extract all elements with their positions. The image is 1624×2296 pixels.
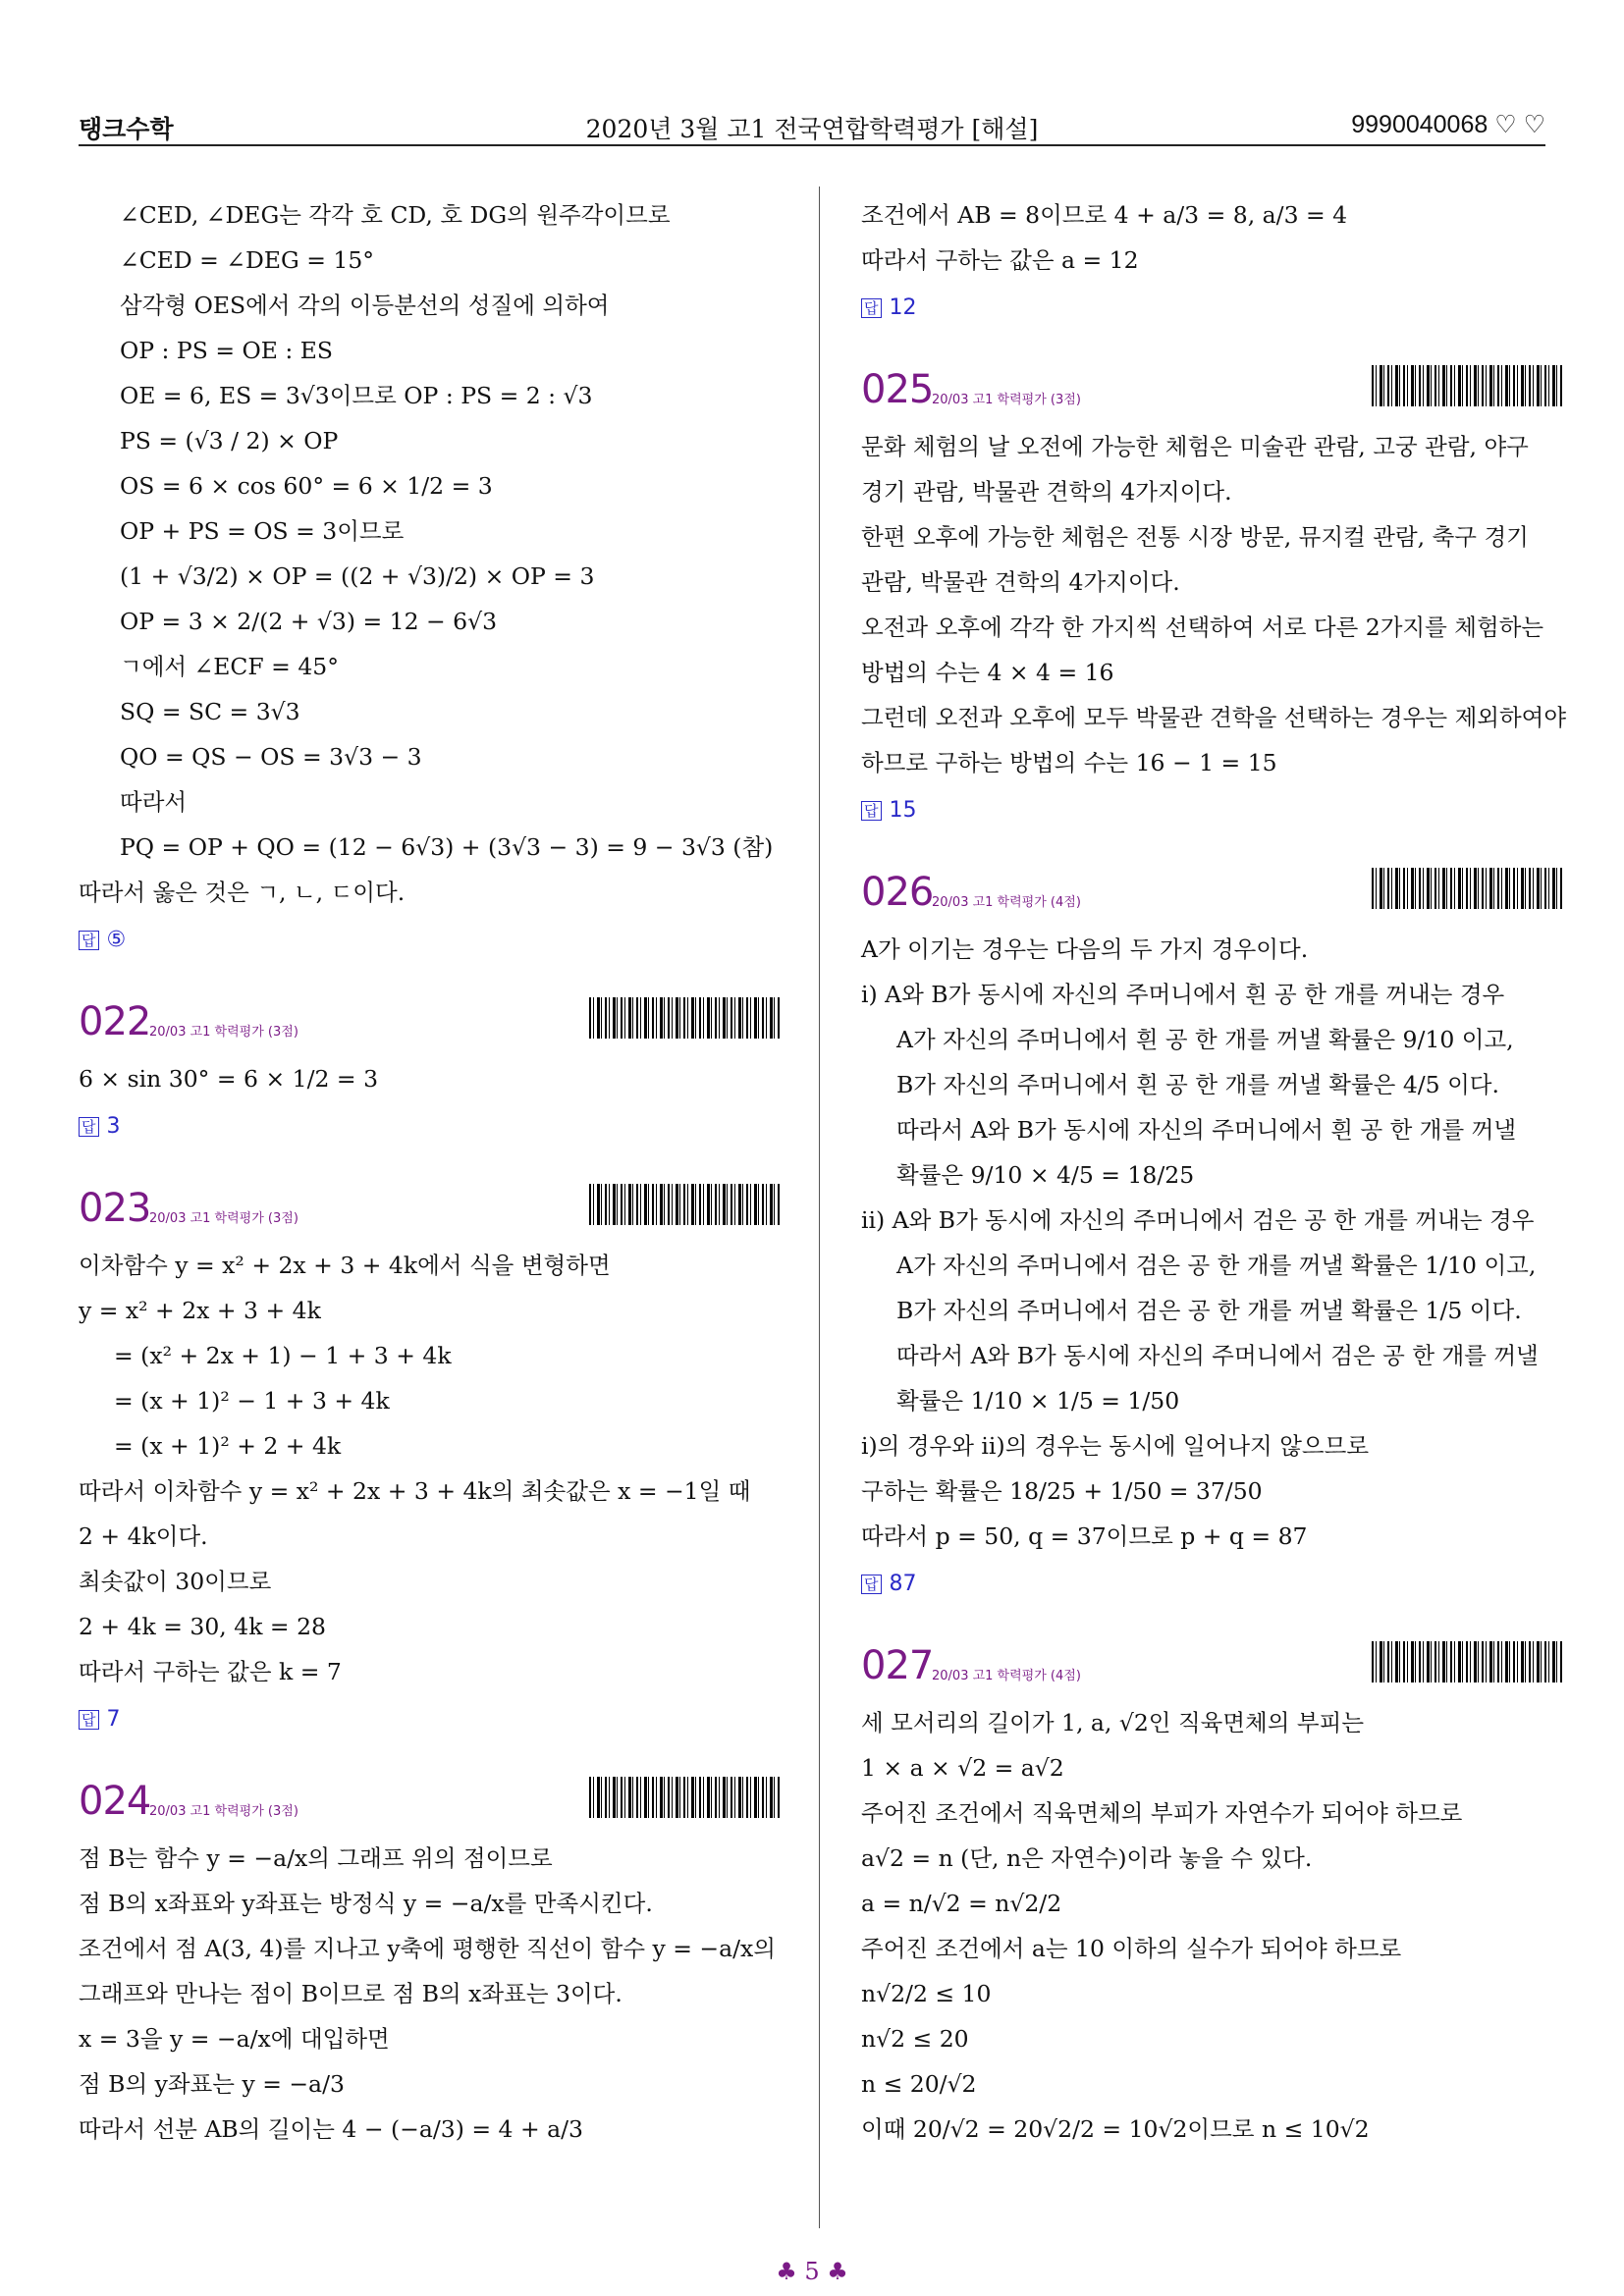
question-number: 027 xyxy=(861,1643,934,1688)
brand-name: 탱크수학 xyxy=(79,115,174,143)
page-footer xyxy=(0,2258,1624,2285)
column-divider xyxy=(819,187,820,2228)
solution-line: ∠CED, ∠DEG는 각각 호 CD, 호 DG의 원주각이므로 xyxy=(120,201,671,229)
question-header-025 xyxy=(861,355,1564,424)
barcode xyxy=(1372,868,1564,909)
solution-line: = (x² + 2x + 1) − 1 + 3 + 4k xyxy=(114,1342,452,1369)
right-column xyxy=(861,192,1567,2152)
solution-line: 따라서 A와 B가 동시에 자신의 주머니에서 검은 공 한 개를 꺼낼 xyxy=(896,1342,1539,1369)
solution-line: 그래프와 만나는 점이 B이므로 점 B의 x좌표는 3이다. xyxy=(79,1980,623,2007)
answer-line xyxy=(861,287,1564,330)
solution-line: 점 B의 x좌표와 y좌표는 방정식 y = −a/x를 만족시킨다. xyxy=(79,1890,653,1917)
question-header-024 xyxy=(79,1767,782,1836)
solution-line: n√2 ≤ 20 xyxy=(861,2025,969,2053)
solution-line: (1 + √3/2) × OP = ((2 + √3)/2) × OP = 3 xyxy=(120,562,595,590)
question-header-023 xyxy=(79,1174,782,1243)
solution-line: A가 자신의 주머니에서 흰 공 한 개를 꺼낼 확률은 9/10 이고, xyxy=(896,1026,1514,1053)
solution-line: x = 3을 y = −a/x에 대입하면 xyxy=(79,2025,390,2053)
exam-title: 2020년 3월 고1 전국연합학력평가 [해설] xyxy=(585,115,1039,143)
solution-line: 방법의 수는 4 × 4 = 16 xyxy=(861,659,1114,686)
question-header-022 xyxy=(79,988,782,1056)
solution-line: 따라서 p = 50, q = 37이므로 p + q = 87 xyxy=(861,1522,1308,1550)
solution-line: OP : PS = OE : ES xyxy=(120,337,334,364)
question-header-026 xyxy=(861,858,1564,927)
exam-code: 9990040068 ♡ ♡ xyxy=(1351,111,1545,138)
question-header-027 xyxy=(861,1631,1564,1700)
solution-line: 주어진 조건에서 직육면체의 부피가 자연수가 되어야 하므로 xyxy=(861,1799,1463,1827)
solution-line: 따라서 구하는 값은 a = 12 xyxy=(861,246,1139,274)
question-number: 022 xyxy=(79,999,151,1044)
solution-line: 따라서 xyxy=(120,788,188,816)
answer-line xyxy=(79,1698,782,1741)
question-tag: 20/03 고1 학력평가 (4점) xyxy=(932,895,1081,910)
solution-line: SQ = SC = 3√3 xyxy=(120,698,300,725)
solution-line: OP + PS = OS = 3이므로 xyxy=(120,517,405,545)
solution-line: 이때 20/√2 = 20√2/2 = 10√2이므로 n ≤ 10√2 xyxy=(861,2115,1370,2143)
solution-line: 따라서 구하는 값은 k = 7 xyxy=(79,1658,342,1685)
solution-line: 최솟값이 30이므로 xyxy=(79,1568,272,1595)
solution-line: B가 자신의 주머니에서 흰 공 한 개를 꺼낼 확률은 4/5 이다. xyxy=(896,1071,1499,1098)
club-icon: ♣ xyxy=(776,2258,797,2285)
answer-value: 87 xyxy=(889,1572,917,1596)
answer-line xyxy=(79,1105,782,1148)
club-icon: ♣ xyxy=(827,2258,848,2285)
solution-line: = (x + 1)² + 2 + 4k xyxy=(114,1432,342,1460)
solution-line: PQ = OP + QO = (12 − 6√3) + (3√3 − 3) = 9 − 3√3 (참) xyxy=(120,833,774,861)
question-number: 025 xyxy=(861,367,934,412)
solution-line: ∠CED = ∠DEG = 15° xyxy=(120,246,375,274)
page-header xyxy=(79,110,1545,149)
solution-line: 주어진 조건에서 a는 10 이하의 실수가 되어야 하므로 xyxy=(861,1935,1402,1962)
barcode xyxy=(1372,1641,1564,1682)
solution-line: 관람, 박물관 견학의 4가지이다. xyxy=(861,568,1180,596)
solution-line: 확률은 9/10 × 4/5 = 18/25 xyxy=(896,1161,1195,1189)
answer-value: 7 xyxy=(106,1707,121,1732)
header-rule xyxy=(79,144,1545,146)
solution-line: 삼각형 OES에서 각의 이등분선의 성질에 의하여 xyxy=(120,292,610,319)
question-number: 023 xyxy=(79,1186,151,1231)
solution-line: ⅰ) A와 B가 동시에 자신의 주머니에서 흰 공 한 개를 꺼내는 경우 xyxy=(861,981,1505,1008)
answer-label: 답 xyxy=(79,1710,99,1730)
question-number: 026 xyxy=(861,870,934,915)
answer-label: 답 xyxy=(861,298,882,318)
solution-line: 확률은 1/10 × 1/5 = 1/50 xyxy=(896,1387,1180,1415)
answer-value: 15 xyxy=(889,798,917,823)
answer-label: 답 xyxy=(79,1117,99,1137)
solution-line: QO = QS − OS = 3√3 − 3 xyxy=(120,743,422,771)
solution-line: 6 × sin 30° = 6 × 1/2 = 3 xyxy=(79,1065,379,1093)
solution-line: 조건에서 점 A(3, 4)를 지나고 y축에 평행한 직선이 함수 y = −a/x의 xyxy=(79,1935,776,1962)
solution-line: 2 + 4k이다. xyxy=(79,1522,208,1550)
page-number: 5 xyxy=(804,2258,820,2285)
barcode xyxy=(589,1777,782,1818)
solution-line: 하므로 구하는 방법의 수는 16 − 1 = 15 xyxy=(861,749,1277,776)
question-number: 024 xyxy=(79,1779,151,1824)
q021-continuation xyxy=(79,192,782,962)
solution-line: n ≤ 20/√2 xyxy=(861,2070,977,2098)
solution-line: 구하는 확률은 18/25 + 1/50 = 37/50 xyxy=(861,1477,1263,1505)
answer-label: 답 xyxy=(79,931,99,950)
answer-value: ⑤ xyxy=(106,928,127,952)
left-column xyxy=(79,192,782,2152)
barcode xyxy=(589,1184,782,1225)
answer-line xyxy=(79,919,782,962)
solution-line: 그런데 오전과 오후에 모두 박물관 견학을 선택하는 경우는 제외하여야 xyxy=(861,704,1567,731)
solution-line: 문화 체험의 날 오전에 가능한 체험은 미술관 관람, 고궁 관람, 야구 xyxy=(861,433,1529,460)
barcode xyxy=(589,997,782,1039)
solution-line: 세 모서리의 길이가 1, a, √2인 직육면체의 부피는 xyxy=(861,1709,1365,1736)
solution-line: = (x + 1)² − 1 + 3 + 4k xyxy=(114,1387,390,1415)
solution-line: a√2 = n (단, n은 자연수)이라 놓을 수 있다. xyxy=(861,1844,1313,1872)
solution-line: n√2/2 ≤ 10 xyxy=(861,1980,992,2007)
solution-line: 따라서 이차함수 y = x² + 2x + 3 + 4k의 최솟값은 x = −1일 때 xyxy=(79,1477,751,1505)
solution-line: OP = 3 × 2/(2 + √3) = 12 − 6√3 xyxy=(120,608,498,635)
answer-value: 12 xyxy=(889,295,917,320)
solution-line: y = x² + 2x + 3 + 4k xyxy=(79,1297,321,1324)
solution-line: A가 이기는 경우는 다음의 두 가지 경우이다. xyxy=(861,935,1309,963)
solution-line: 따라서 선분 AB의 길이는 4 − (−a/3) = 4 + a/3 xyxy=(79,2115,584,2143)
barcode xyxy=(1372,365,1564,406)
answer-label: 답 xyxy=(861,801,882,821)
question-tag: 20/03 고1 학력평가 (3점) xyxy=(149,1211,298,1226)
solution-line: 오전과 오후에 각각 한 가지씩 선택하여 서로 다른 2가지를 체험하는 xyxy=(861,614,1544,641)
solution-line: ㄱ에서 ∠ECF = 45° xyxy=(120,653,339,680)
solution-line: a = n/√2 = n√2/2 xyxy=(861,1890,1062,1917)
answer-line xyxy=(861,789,1564,832)
solution-line: 따라서 옳은 것은 ㄱ, ㄴ, ㄷ이다. xyxy=(79,879,406,906)
solution-line: ⅰ)의 경우와 ⅱ)의 경우는 동시에 일어나지 않으므로 xyxy=(861,1432,1370,1460)
question-tag: 20/03 고1 학력평가 (3점) xyxy=(149,1025,298,1040)
solution-line: 따라서 A와 B가 동시에 자신의 주머니에서 흰 공 한 개를 꺼낼 xyxy=(896,1116,1517,1144)
solution-line: B가 자신의 주머니에서 검은 공 한 개를 꺼낼 확률은 1/5 이다. xyxy=(896,1297,1522,1324)
question-tag: 20/03 고1 학력평가 (4점) xyxy=(932,1669,1081,1683)
solution-line: 1 × a × √2 = a√2 xyxy=(861,1754,1064,1782)
answer-line xyxy=(861,1563,1564,1606)
solution-line: 한편 오후에 가능한 체험은 전통 시장 방문, 뮤지컬 관람, 축구 경기 xyxy=(861,523,1529,551)
solution-line: 2 + 4k = 30, 4k = 28 xyxy=(79,1613,326,1640)
solution-line: A가 자신의 주머니에서 검은 공 한 개를 꺼낼 확률은 1/10 이고, xyxy=(896,1252,1537,1279)
question-tag: 20/03 고1 학력평가 (3점) xyxy=(149,1804,298,1819)
answer-value: 3 xyxy=(106,1114,121,1139)
solution-line: 점 B의 y좌표는 y = −a/3 xyxy=(79,2070,345,2098)
solution-line: OS = 6 × cos 60° = 6 × 1/2 = 3 xyxy=(120,472,493,500)
solution-line: 이차함수 y = x² + 2x + 3 + 4k에서 식을 변형하면 xyxy=(79,1252,611,1279)
solution-line: 조건에서 AB = 8이므로 4 + a/3 = 8, a/3 = 4 xyxy=(861,201,1348,229)
solution-line: 점 B는 함수 y = −a/x의 그래프 위의 점이므로 xyxy=(79,1844,553,1872)
solution-line: 경기 관람, 박물관 견학의 4가지이다. xyxy=(861,478,1232,506)
solution-line: OE = 6, ES = 3√3이므로 OP : PS = 2 : √3 xyxy=(120,382,593,409)
question-tag: 20/03 고1 학력평가 (3점) xyxy=(932,393,1081,407)
answer-label: 답 xyxy=(861,1575,882,1594)
solution-line: ⅱ) A와 B가 동시에 자신의 주머니에서 검은 공 한 개를 꺼내는 경우 xyxy=(861,1206,1535,1234)
solution-line: PS = (√3 / 2) × OP xyxy=(120,427,339,454)
